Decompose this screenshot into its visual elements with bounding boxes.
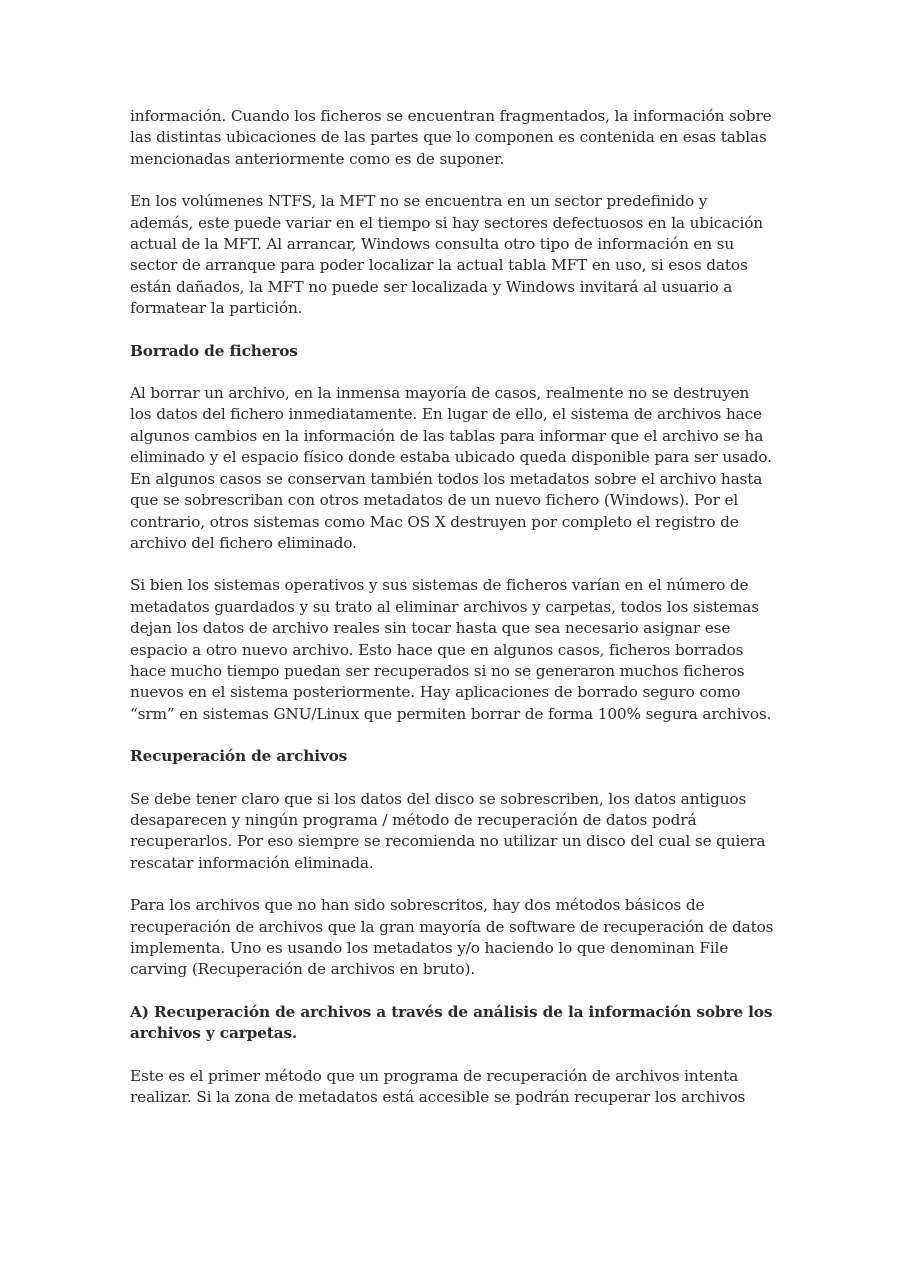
paragraph-borrar-archivo: Al borrar un archivo, en la inmensa mayoría de casos, realmente no se destruyen los datos del fichero inmediatamente. En lugar de ello, el sistema de archivos hace algunos cambios en la información de las tablas para informar que el archivo se ha eliminado y el espacio físico donde estaba ubicado queda disponible para ser usado. En algunos casos se conservan también todos los metadatos sobre el archivo hasta que se sobrescriban con otros metadatos de un nuevo fichero (Windows). Por el contrario, otros sistemas como Mac OS X destruyen por completo el registro de archivo del fichero eliminado. xyxy=(130,384,772,552)
paragraph-fragmentation: información. Cuando los ficheros se encuentran fragmentados, la información sobre las distintas ubicaciones de las partes que lo componen es contenida en esas tablas mencionadas anteriormente como es de suponer. xyxy=(130,107,772,168)
heading-metodo-a: A) Recuperación de archivos a través de análisis de la información sobre los archivos y carpetas. xyxy=(130,1002,773,1043)
paragraph-sobrescriben: Se debe tener claro que si los datos del disco se sobrescriben, los datos antiguos desaparecen y ningún programa / método de recuperación de datos podrá recuperarlos. Por eso siempre se recomienda no utilizar un disco del cual se quiera rescatar información eliminada. xyxy=(130,789,766,872)
paragraph-primer-metodo: Este es el primer método que un programa de recuperación de archivos intenta realizar. Si la zona de metadatos está accesible se podrán recuperar los archivos xyxy=(130,1066,746,1107)
heading-borrado-de-ficheros: Borrado de ficheros xyxy=(130,341,298,360)
document-page xyxy=(130,106,775,1129)
paragraph-metodos-basicos: Para los archivos que no han sido sobrescritos, hay dos métodos básicos de recuperación de archivos que la gran mayoría de software de recuperación de datos implementa. Uno es usando los metadatos y/o haciendo lo que denominan File carving (Recuperación de archivos en bruto). xyxy=(130,896,774,979)
heading-recuperacion-de-archivos: Recuperación de archivos xyxy=(130,747,348,766)
paragraph-sistemas-operativos: Si bien los sistemas operativos y sus sistemas de ficheros varían en el número de metadatos guardados y su trato al eliminar archivos y carpetas, todos los sistemas dejan los datos de archivo reales sin tocar hasta que sea necesario asignar ese espacio a otro nuevo archivo. Esto hace que en algunos casos, ficheros borrados hace mucho tiempo puedan ser recuperados si no se generaron muchos ficheros nuevos en el sistema posteriormente. Hay aplicaciones de borrado seguro como “srm” en sistemas GNU/Linux que permiten borrar de forma 100% segura archivos. xyxy=(130,576,772,723)
paragraph-ntfs-mft: En los volúmenes NTFS, la MFT no se encuentra en un sector predefinido y además, este puede variar en el tiempo si hay sectores defectuosos en la ubicación actual de la MFT. Al arrancar, Windows consulta otro tipo de información en su sector de arranque para poder localizar la actual tabla MFT en uso, si esos datos están dañados, la MFT no puede ser localizada y Windows invitará al usuario a formatear la partición. xyxy=(130,192,764,318)
